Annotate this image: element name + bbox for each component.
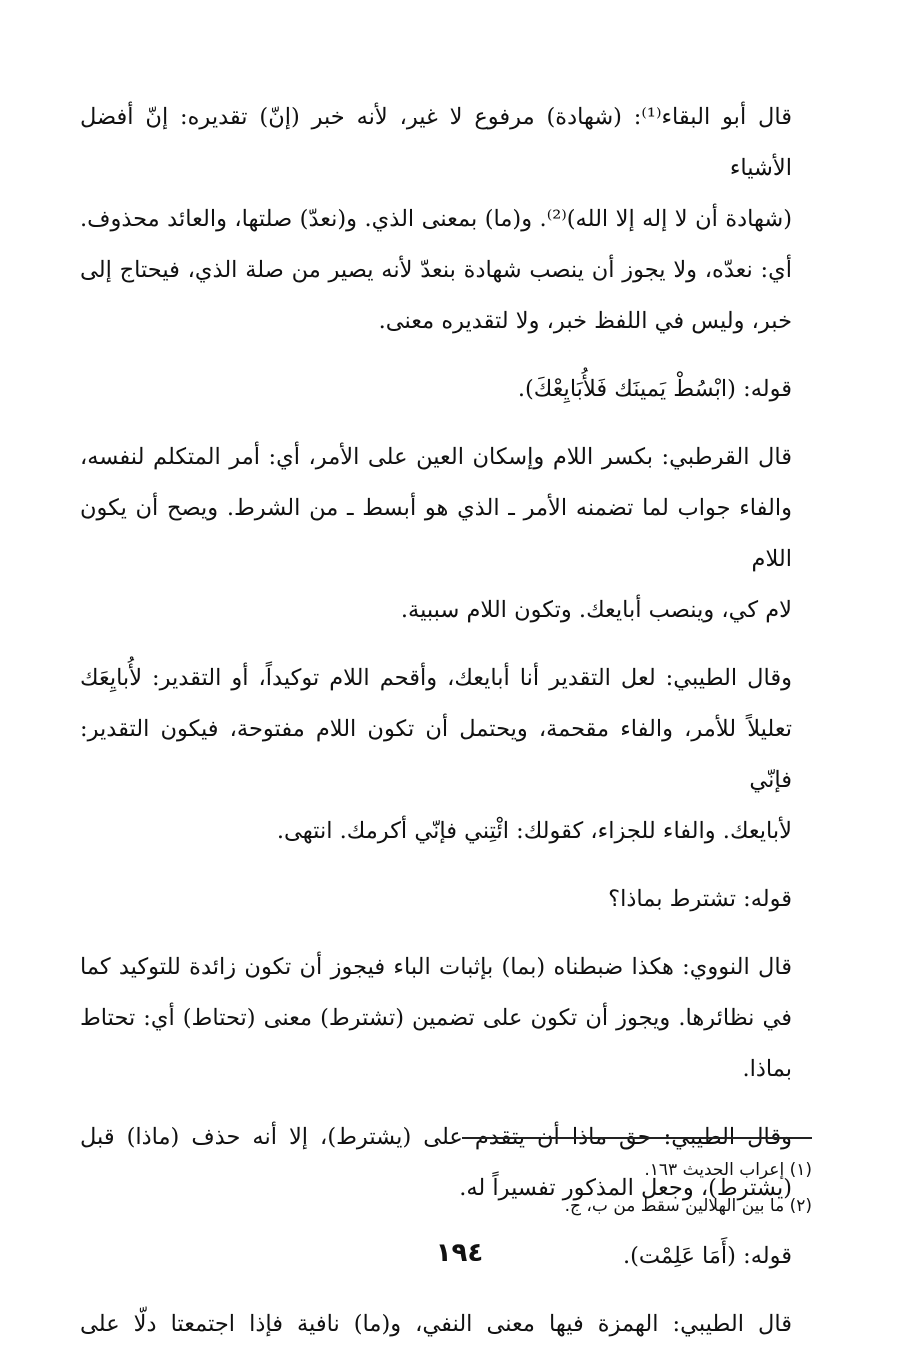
paragraph-abu-al-baqa xyxy=(80,92,812,347)
text-line: وقال الطيبي: لعل التقدير أنا أبايعك، وأقحم اللام توكيداً، أو التقدير: لأُبايِعَك xyxy=(80,665,792,691)
quote-heading-tashtarit xyxy=(80,874,812,925)
paragraph-tibi-1 xyxy=(80,653,812,857)
footnote-2: (٢) ما بين الهلالين سقط من ب، ج. xyxy=(564,1196,812,1216)
text-line: والفاء جواب لما تضمنه الأمر ـ الذي هو أبسط ـ من الشرط. ويصح أن يكون اللام xyxy=(80,495,792,572)
text-line: قال الطيبي: الهمزة فيها معنى النفي، و(ما) نافية فإذا اجتمعتا دلّا على xyxy=(80,1311,792,1337)
text-line: أي: نعدّه، ولا يجوز أن ينصب شهادة بنعدّ لأنه يصير من صلة الذي، فيحتاج إلى xyxy=(80,257,792,283)
page-number: ١٩٤ xyxy=(435,1238,484,1268)
footnote-divider xyxy=(462,1137,812,1139)
text-line: في نظائرها. ويجوز أن تكون على تضمين (تشترط) معنى (تحتاط) أي: تحتاط xyxy=(80,1005,792,1031)
text-line: (يشترط)، وجعل المذكور تفسيراً له. xyxy=(459,1175,792,1201)
text-line: خبر، وليس في اللفظ خبر، ولا لتقديره معنى. xyxy=(378,308,792,334)
quote-heading-ubsut xyxy=(80,364,812,415)
text-line: قوله: (ابْسُطْ يَمينَك فَلأُبَايِعْكَ). xyxy=(517,376,792,402)
text-line: تعليلاً للأمر، والفاء مقحمة، ويحتمل أن تكون اللام مفتوحة، فيكون التقدير: فإنّي xyxy=(80,716,792,793)
text-line: قوله: (أَمَا عَلِمْت). xyxy=(622,1243,792,1269)
paragraph-qurtubi xyxy=(80,432,812,636)
text-line: لام كي، وينصب أبايعك. وتكون اللام سببية. xyxy=(400,597,792,623)
text-line: بماذا. xyxy=(742,1056,792,1082)
text-line: وقال الطيبي: حق ماذا أن يتقدم على (يشترط)، إلا أنه حذف (ماذا) قبل xyxy=(80,1124,792,1150)
text-line: قال القرطبي: بكسر اللام وإسكان العين على الأمر، أي: أمر المتكلم لنفسه، xyxy=(80,444,792,470)
text-line: قال النووي: هكذا ضبطناه (بما) بإثبات الباء فيجوز أن تكون زائدة للتوكيد كما xyxy=(80,954,792,980)
paragraph-nawawi xyxy=(80,942,812,1095)
footnote-1: (١) إعراب الحديث ١٦٣. xyxy=(644,1160,812,1180)
text-line: (شهادة أن لا إله إلا الله)⁽²⁾. و(ما) بمعنى الذي. و(نعدّ) صلتها، والعائد محذوف. xyxy=(80,206,792,232)
text-line: لأبايعك. والفاء للجزاء، كقولك: ائْتِني فإنّي أكرمك. انتهى. xyxy=(276,818,792,844)
text-line: قوله: تشترط بماذا؟ xyxy=(608,886,792,912)
footnotes xyxy=(212,1152,812,1224)
text-line: قال أبو البقاء⁽¹⁾: (شهادة) مرفوع لا غير، لأنه خبر (إنّ) تقديره: إنّ أفضل الأشياء xyxy=(80,104,793,181)
paragraph-tibi-3 xyxy=(80,1299,812,1350)
